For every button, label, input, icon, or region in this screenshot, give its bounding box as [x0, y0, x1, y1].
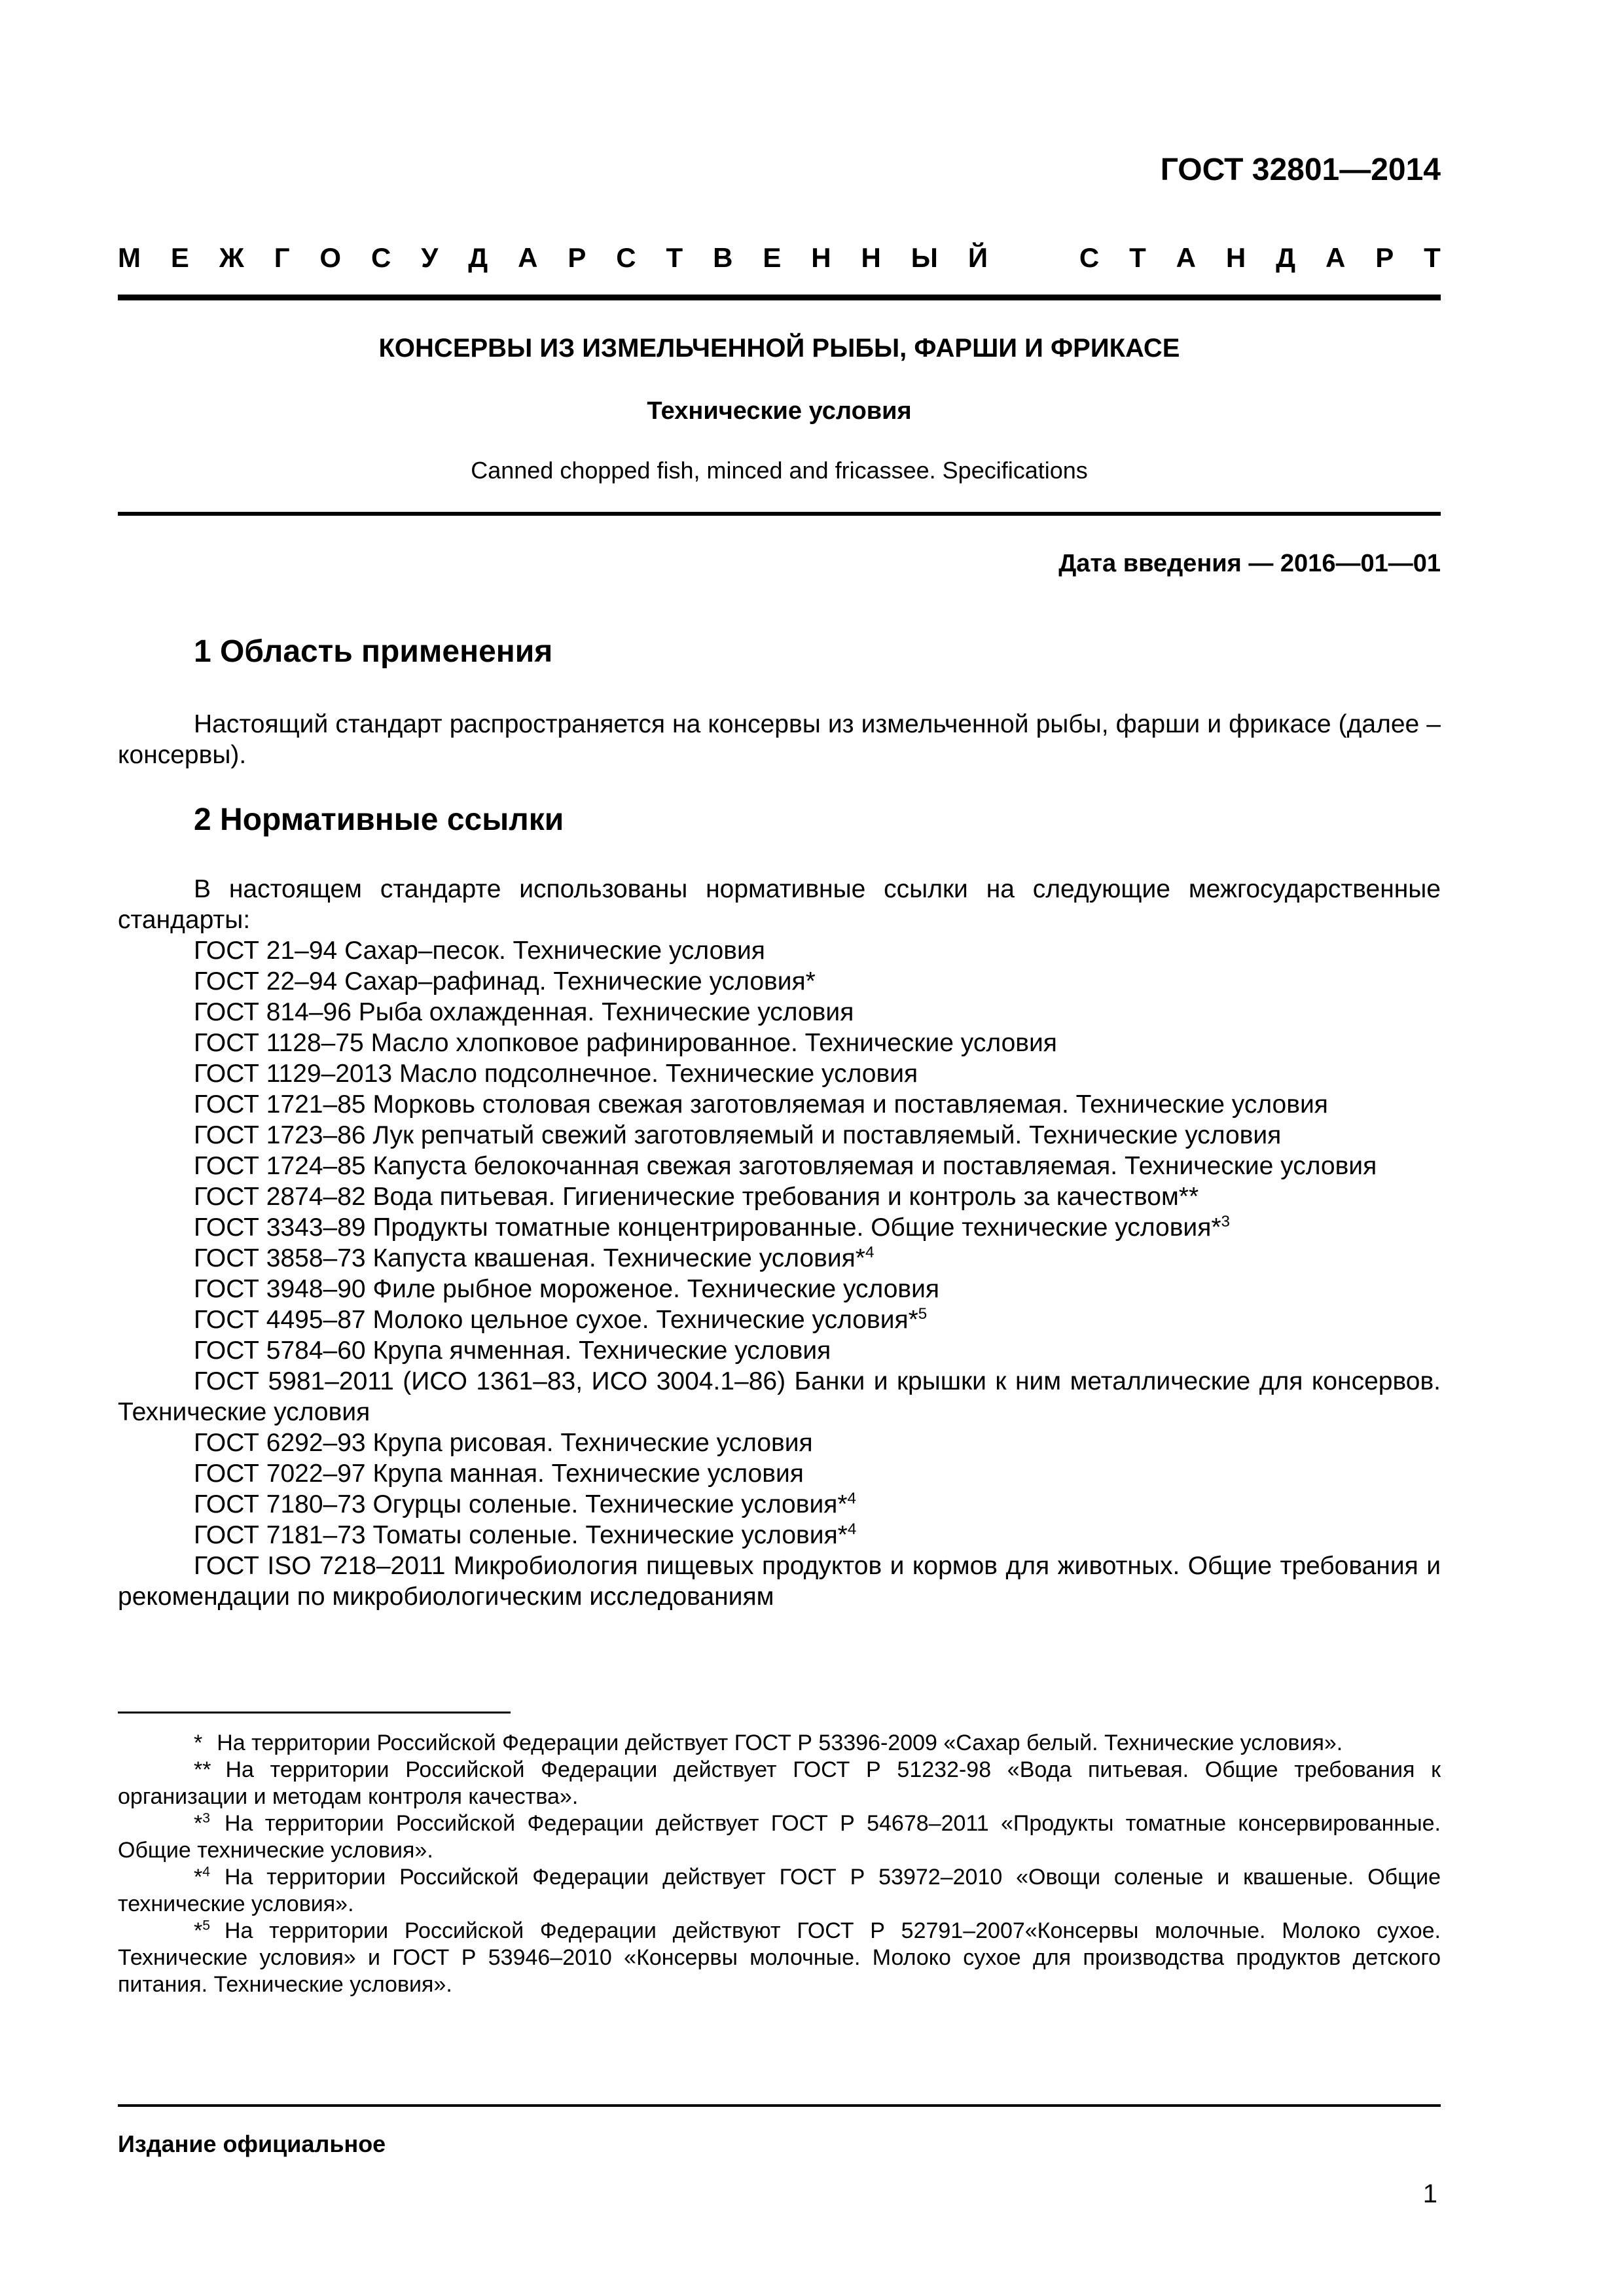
footnote: * На территории Российской Федерации действует ГОСТ Р 53396-2009 «Сахар белый. Технические условия». — [194, 1731, 1343, 1755]
page-number: 1 — [1422, 2179, 1437, 2208]
reference-item: ГОСТ 6292–93 Крупа рисовая. Технические условия — [194, 1429, 813, 1457]
reference-item: ГОСТ ISO 7218–2011 Микробиология пищевых продуктов и кормов для животных. Общие требования и рекомендации по микробиологическим исследованиям — [118, 1552, 1441, 1611]
reference-item: ГОСТ 1128–75 Масло хлопковое рафинированное. Технические условия — [194, 1029, 1057, 1057]
footnote: ** На территории Российской Федерации действует ГОСТ Р 51232-98 «Вода питьевая. Общие требования к организации и методам контроля качества». — [118, 1757, 1441, 1809]
normative-references-list — [118, 935, 1441, 1612]
reference-item: ГОСТ 7181–73 Томаты соленые. Технические условия*$^4$ — [194, 1520, 857, 1549]
reference-item: ГОСТ 2874–82 Вода питьевая. Гигиенические требования и контроль за качеством** — [194, 1183, 1199, 1211]
reference-item: ГОСТ 22–94 Сахар–рафинад. Технические условия* — [194, 967, 816, 996]
introduction-date: Дата введения — 2016—01—01 — [1058, 550, 1441, 577]
footer-rule — [118, 2104, 1441, 2107]
reference-item: ГОСТ 1724–85 Капуста белокочанная свежая заготовляемая и поставляемая. Технические условия — [194, 1152, 1377, 1180]
reference-item: ГОСТ 21–94 Сахар–песок. Технические условия — [194, 937, 765, 965]
footnote: *$^3$ На территории Российской Федерации действует ГОСТ Р 54678–2011 «Продукты томатные консервированные. Общие технические условия». — [118, 1810, 1441, 1863]
reference-item: ГОСТ 1129–2013 Масло подсолнечное. Технические условия — [194, 1060, 918, 1088]
document-number: ГОСТ 32801—2014 — [1160, 152, 1441, 187]
reference-item: ГОСТ 3343–89 Продукты томатные концентрированные. Общие технические условия*$^3$ — [194, 1213, 1230, 1242]
section-2-body — [118, 874, 1441, 1612]
footnotes — [118, 1730, 1441, 1998]
reference-item: ГОСТ 4495–87 Молоко цельное сухое. Технические условия*$^5$ — [194, 1305, 928, 1334]
footnote-separator — [118, 1712, 511, 1713]
official-edition-label: Издание официальное — [118, 2130, 386, 2157]
document-subtitle: Технические условия — [647, 397, 912, 425]
header-rule — [118, 295, 1441, 300]
footnote: *$^4$ На территории Российской Федерации действует ГОСТ Р 53972–2010 «Овощи соленые и квашеные. Общие технические условия». — [118, 1864, 1441, 1916]
footnote: *$^5$ На территории Российской Федерации действуют ГОСТ Р 52791–2007«Консервы молочные. Молоко сухое. Технические условия» и ГОСТ Р 53946–2010 «Консервы молочные. Молоко сухое для производства продуктов детского питания. Технические условия». — [118, 1918, 1441, 1997]
section-1-paragraph: Настоящий стандарт распространяется на консервы из измельченной рыбы, фарши и фрикасе (далее – консервы). — [118, 710, 1441, 769]
title-rule — [118, 512, 1441, 516]
reference-item: ГОСТ 3948–90 Филе рыбное мороженое. Технические условия — [194, 1275, 940, 1303]
reference-item: ГОСТ 814–96 Рыба охлажденная. Технические условия — [194, 998, 854, 1026]
section-2-heading: 2 Нормативные ссылки — [194, 802, 564, 837]
section-1-body — [118, 709, 1441, 770]
reference-item: ГОСТ 1721–85 Морковь столовая свежая заготовляемая и поставляемая. Технические условия — [194, 1090, 1328, 1119]
document-title: КОНСЕРВЫ ИЗ ИЗМЕЛЬЧЕННОЙ РЫБЫ, ФАРШИ И ФРИКАСЕ — [378, 334, 1180, 363]
reference-item: ГОСТ 3858–73 Капуста квашеная. Технические условия*$^4$ — [194, 1244, 875, 1272]
section-1-heading: 1 Область применения — [194, 634, 553, 669]
reference-item: ГОСТ 7022–97 Крупа манная. Технические условия — [194, 1460, 804, 1488]
reference-item: ГОСТ 5784–60 Крупа ячменная. Технические условия — [194, 1336, 831, 1365]
english-title: Canned chopped fish, minced and fricassee. Specifications — [471, 457, 1088, 484]
interstate-standard-caption: М Е Ж Г О С У Д А Р С Т В Е Н Н Ы Й С Т А Н Д А Р Т — [118, 242, 1441, 273]
reference-item: ГОСТ 7180–73 Огурцы соленые. Технические условия*$^4$ — [194, 1490, 856, 1518]
section-2-intro: В настоящем стандарте использованы нормативные ссылки на следующие межгосударственные стандарты: — [118, 875, 1441, 934]
reference-item: ГОСТ 5981–2011 (ИСО 1361–83, ИСО 3004.1–86) Банки и крышки к ним металлические для консервов. Технические условия — [118, 1367, 1441, 1426]
reference-item: ГОСТ 1723–86 Лук репчатый свежий заготовляемый и поставляемый. Технические условия — [194, 1121, 1282, 1149]
